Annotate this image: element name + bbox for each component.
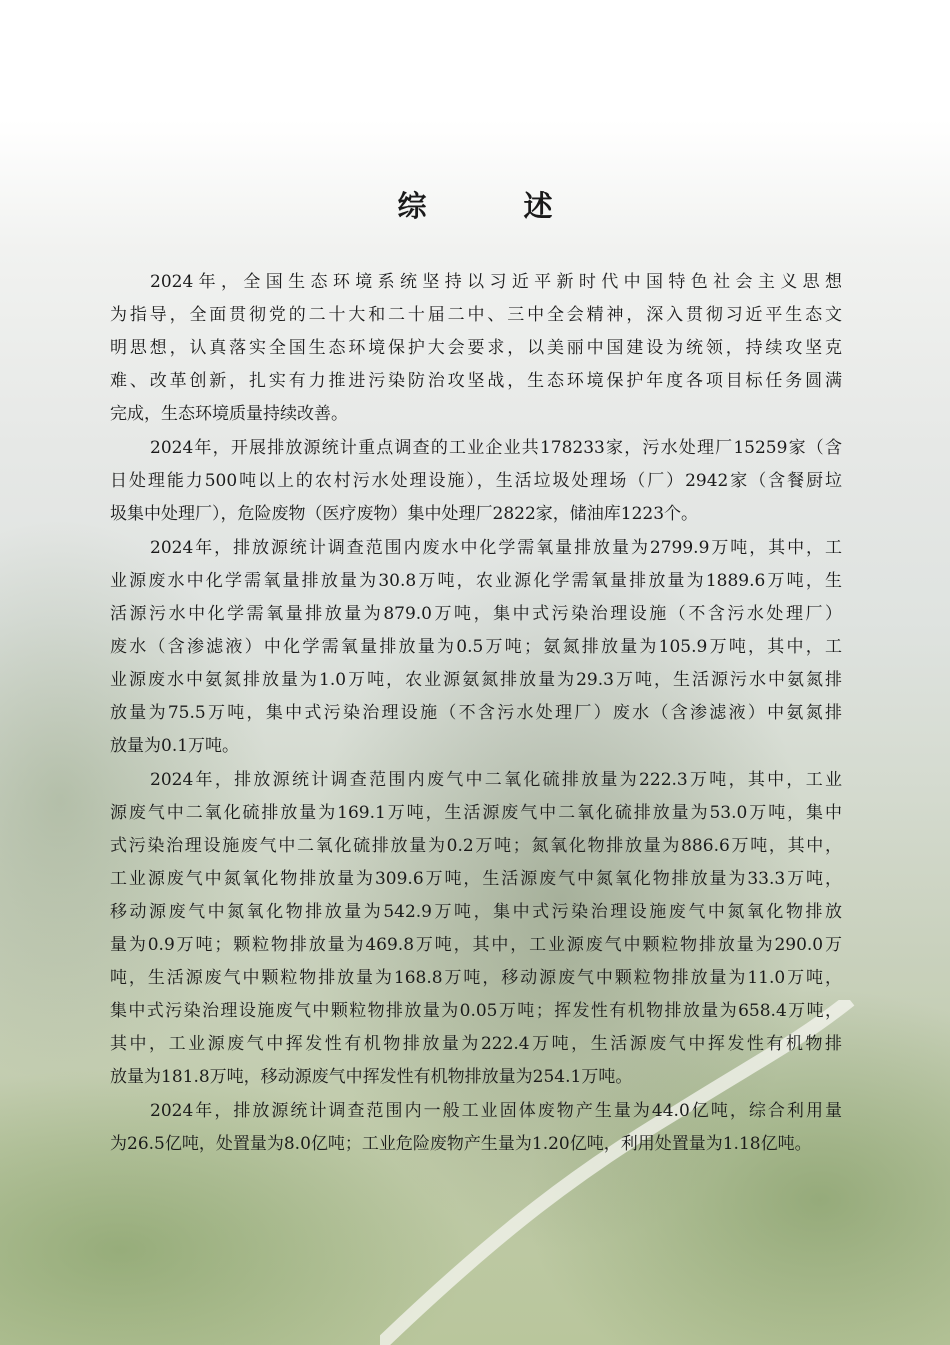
paragraph: [110, 532, 842, 763]
text-line: 量为0.9万吨；颗粒物排放量为469.8万吨，其中，工业源废气中颗粒物排放量为290.0万: [110, 935, 842, 955]
text-line: 2024年，排放源统计调查范围内废水中化学需氧量排放量为2799.9万吨，其中，工: [150, 538, 842, 558]
text-line: 难、改革创新，扎实有力推进污染防治攻坚战，生态环境保护年度各项目标任务圆满: [110, 371, 842, 391]
text-line: 源废气中二氧化硫排放量为169.1万吨，生活源废气中二氧化硫排放量为53.0万吨，集中: [110, 803, 842, 823]
text-line: 2024年，开展排放源统计重点调查的工业企业共178233家，污水处理厂15259家（含: [150, 438, 842, 458]
text-line: 放量为181.8万吨，移动源废气中挥发性有机物排放量为254.1万吨。: [110, 1067, 633, 1087]
text-line: 废水（含渗滤液）中化学需氧量排放量为0.5万吨；氨氮排放量为105.9万吨，其中，工: [110, 637, 842, 657]
text-line: 明思想，认真落实全国生态环境保护大会要求，以美丽中国建设为统领，持续攻坚克: [110, 338, 842, 358]
text-line: 业源废水中化学需氧量排放量为30.8万吨，农业源化学需氧量排放量为1889.6万吨，生: [110, 571, 842, 591]
paragraph: [110, 432, 842, 531]
text-line: 式污染治理设施废气中二氧化硫排放量为0.2万吨；氮氧化物排放量为886.6万吨，其中，: [110, 836, 842, 856]
paragraph: [110, 266, 842, 431]
text-line: 集中式污染治理设施废气中颗粒物排放量为0.05万吨；挥发性有机物排放量为658.4万吨，: [110, 1001, 842, 1021]
text-line: 为26.5亿吨，处置量为8.0亿吨；工业危险废物产生量为1.20亿吨，利用处置量为1.18亿吨。: [110, 1134, 812, 1154]
paragraph: [110, 764, 842, 1094]
text-line: 为指导，全面贯彻党的二十大和二十届二中、三中全会精神，深入贯彻习近平生态文: [110, 305, 842, 325]
text-line: 工业源废气中氮氧化物排放量为309.6万吨，生活源废气中氮氧化物排放量为33.3万吨，: [110, 869, 842, 889]
text-line: 日处理能力500吨以上的农村污水处理设施），生活垃圾处理场（厂）2942家（含餐厨垃: [110, 471, 842, 491]
text-line: 圾集中处理厂），危险废物（医疗废物）集中处理厂2822家，储油库1223个。: [110, 504, 699, 524]
text-line: 活源污水中化学需氧量排放量为879.0万吨，集中式污染治理设施（不含污水处理厂）: [110, 604, 842, 624]
text-line: 放量为0.1万吨。: [110, 736, 240, 756]
text-line: 其中，工业源废气中挥发性有机物排放量为222.4万吨，生活源废气中挥发性有机物排: [110, 1034, 842, 1054]
text-line: 完成，生态环境质量持续改善。: [110, 404, 348, 424]
text-line: 业源废水中氨氮排放量为1.0万吨，农业源氨氮排放量为29.3万吨，生活源污水中氨氮排: [110, 670, 842, 690]
document-body: [110, 266, 842, 1162]
text-line: 移动源废气中氮氧化物排放量为542.9万吨，集中式污染治理设施废气中氮氧化物排放: [110, 902, 842, 922]
paragraph: [110, 1095, 842, 1161]
text-line: 2024年，排放源统计调查范围内废气中二氧化硫排放量为222.3万吨，其中，工业: [150, 770, 842, 790]
text-line: 放量为75.5万吨，集中式污染治理设施（不含污水处理厂）废水（含渗滤液）中氨氮排: [110, 703, 842, 723]
text-line: 吨，生活源废气中颗粒物排放量为168.8万吨，移动源废气中颗粒物排放量为11.0万吨，: [110, 968, 842, 988]
text-line: 2024年，排放源统计调查范围内一般工业固体废物产生量为44.0亿吨，综合利用量: [150, 1101, 842, 1121]
text-line: 2024年，全国生态环境系统坚持以习近平新时代中国特色社会主义思想: [150, 272, 842, 292]
page-title: 综 述: [397, 189, 587, 223]
